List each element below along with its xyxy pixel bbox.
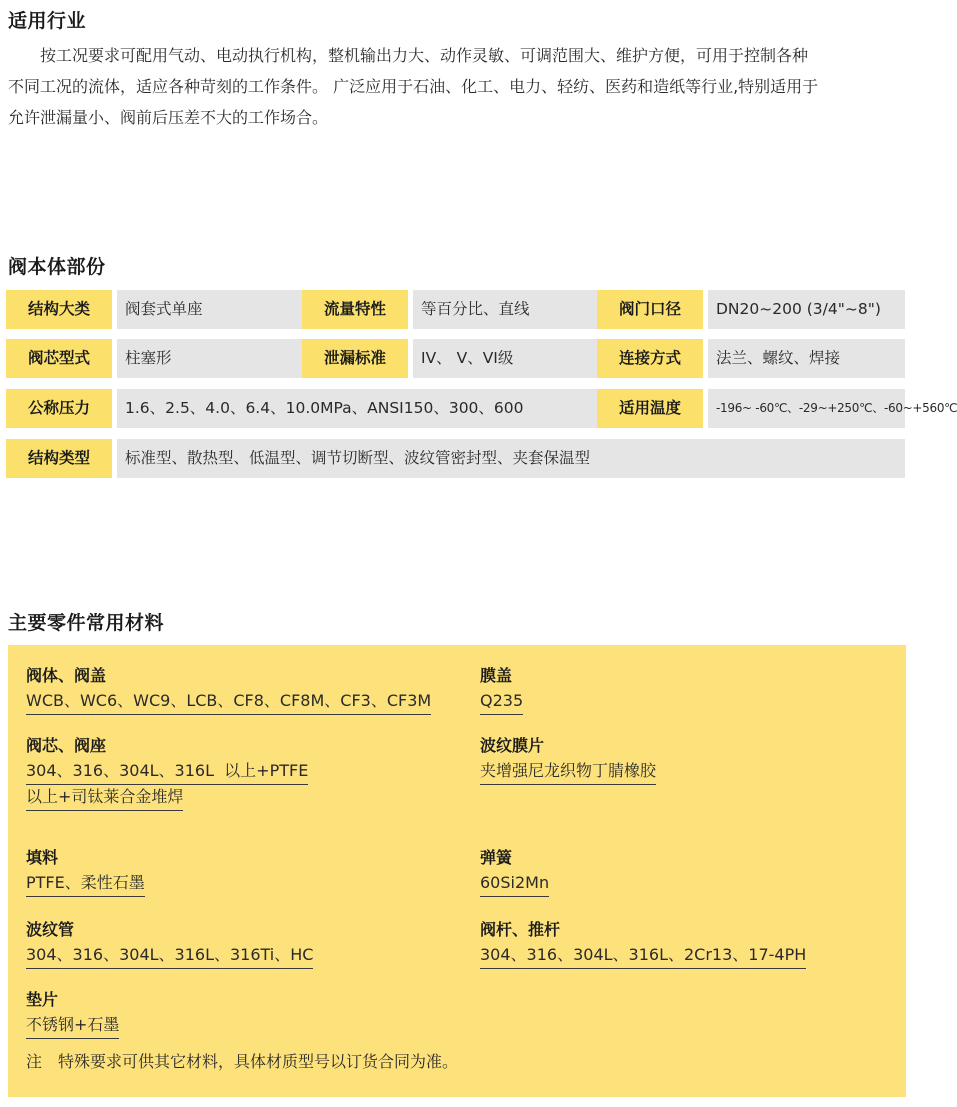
spec-label: 连接方式 (597, 339, 703, 378)
spec-label: 结构类型 (6, 439, 112, 478)
spec-label: 流量特性 (302, 290, 408, 329)
material-value: 304、316、304L、316L 以上+PTFE (26, 759, 308, 785)
materials-note: 注 特殊要求可供其它材料，具体材质型号以订货合同为准。 (26, 1052, 459, 1071)
material-title: 阀芯、阀座 (26, 736, 107, 755)
material-item (26, 663, 431, 715)
spec-label: 公称压力 (6, 389, 112, 428)
material-title: 填料 (26, 848, 59, 867)
material-title: 波纹膜片 (480, 736, 545, 755)
material-item (26, 845, 145, 897)
spec-label: 阀芯型式 (6, 339, 112, 378)
spec-label: 结构大类 (6, 290, 112, 329)
spec-value: 阀套式单座 (117, 290, 302, 329)
valve-body-heading: 阀本体部份 (8, 256, 106, 278)
material-item (26, 987, 119, 1039)
spec-label: 阀门口径 (597, 290, 703, 329)
industry-description (8, 40, 908, 133)
material-value: 以上+司钛莱合金堆焊 (26, 785, 183, 811)
spec-label: 泄漏标准 (302, 339, 408, 378)
material-title: 弹簧 (480, 848, 513, 867)
material-value: 304、316、304L、316L、316Ti、HC (26, 943, 313, 969)
spec-value: -196~ -60℃、-29~+250℃、-60~+560℃ (708, 389, 905, 428)
spec-value: 柱塞形 (117, 339, 302, 378)
material-item (480, 917, 806, 969)
spec-value: 等百分比、直线 (413, 290, 597, 329)
material-value: Q235 (480, 689, 523, 715)
material-item (26, 917, 313, 969)
materials-panel (8, 645, 906, 1097)
spec-label: 适用温度 (597, 389, 703, 428)
material-value: 夹增强尼龙织物丁腈橡胶 (480, 759, 656, 785)
material-value: 60Si2Mn (480, 871, 549, 897)
material-value: 304、316、304L、316L、2Cr13、17-4PH (480, 943, 806, 969)
material-title: 阀杆、推杆 (480, 920, 561, 939)
spec-value: IV、 V、VI级 (413, 339, 597, 378)
industry-line: 不同工况的流体，适应各种苛刻的工作条件。 广泛应用于石油、化工、电力、轻纺、医药和造纸等行业,特别适用于 (8, 77, 819, 96)
material-value: 不锈钢+石墨 (26, 1013, 119, 1039)
material-item (480, 733, 656, 785)
industry-line: 允许泄漏量小、阀前后压差不大的工作场合。 (8, 108, 329, 127)
material-item (26, 733, 308, 811)
industry-heading: 适用行业 (8, 10, 87, 32)
materials-heading: 主要零件常用材料 (8, 612, 165, 634)
industry-line: 按工况要求可配用气动、电动执行机构，整机输出力大、动作灵敏、可调范围大、维护方便，可用于控制各种 (8, 46, 809, 65)
spec-value: 1.6、2.5、4.0、6.4、10.0MPa、ANSI150、300、600 (117, 389, 597, 428)
spec-value: DN20~200 (3/4"~8") (708, 290, 905, 329)
spec-value: 法兰、螺纹、焊接 (708, 339, 905, 378)
material-title: 膜盖 (480, 666, 513, 685)
material-value: PTFE、柔性石墨 (26, 871, 145, 897)
spec-value: 标准型、散热型、低温型、调节切断型、波纹管密封型、夹套保温型 (117, 439, 905, 478)
material-title: 波纹管 (26, 920, 75, 939)
material-item (480, 663, 523, 715)
material-title: 阀体、阀盖 (26, 666, 107, 685)
material-title: 垫片 (26, 990, 59, 1009)
material-value: WCB、WC6、WC9、LCB、CF8、CF8M、CF3、CF3M (26, 689, 431, 715)
material-item (480, 845, 549, 897)
